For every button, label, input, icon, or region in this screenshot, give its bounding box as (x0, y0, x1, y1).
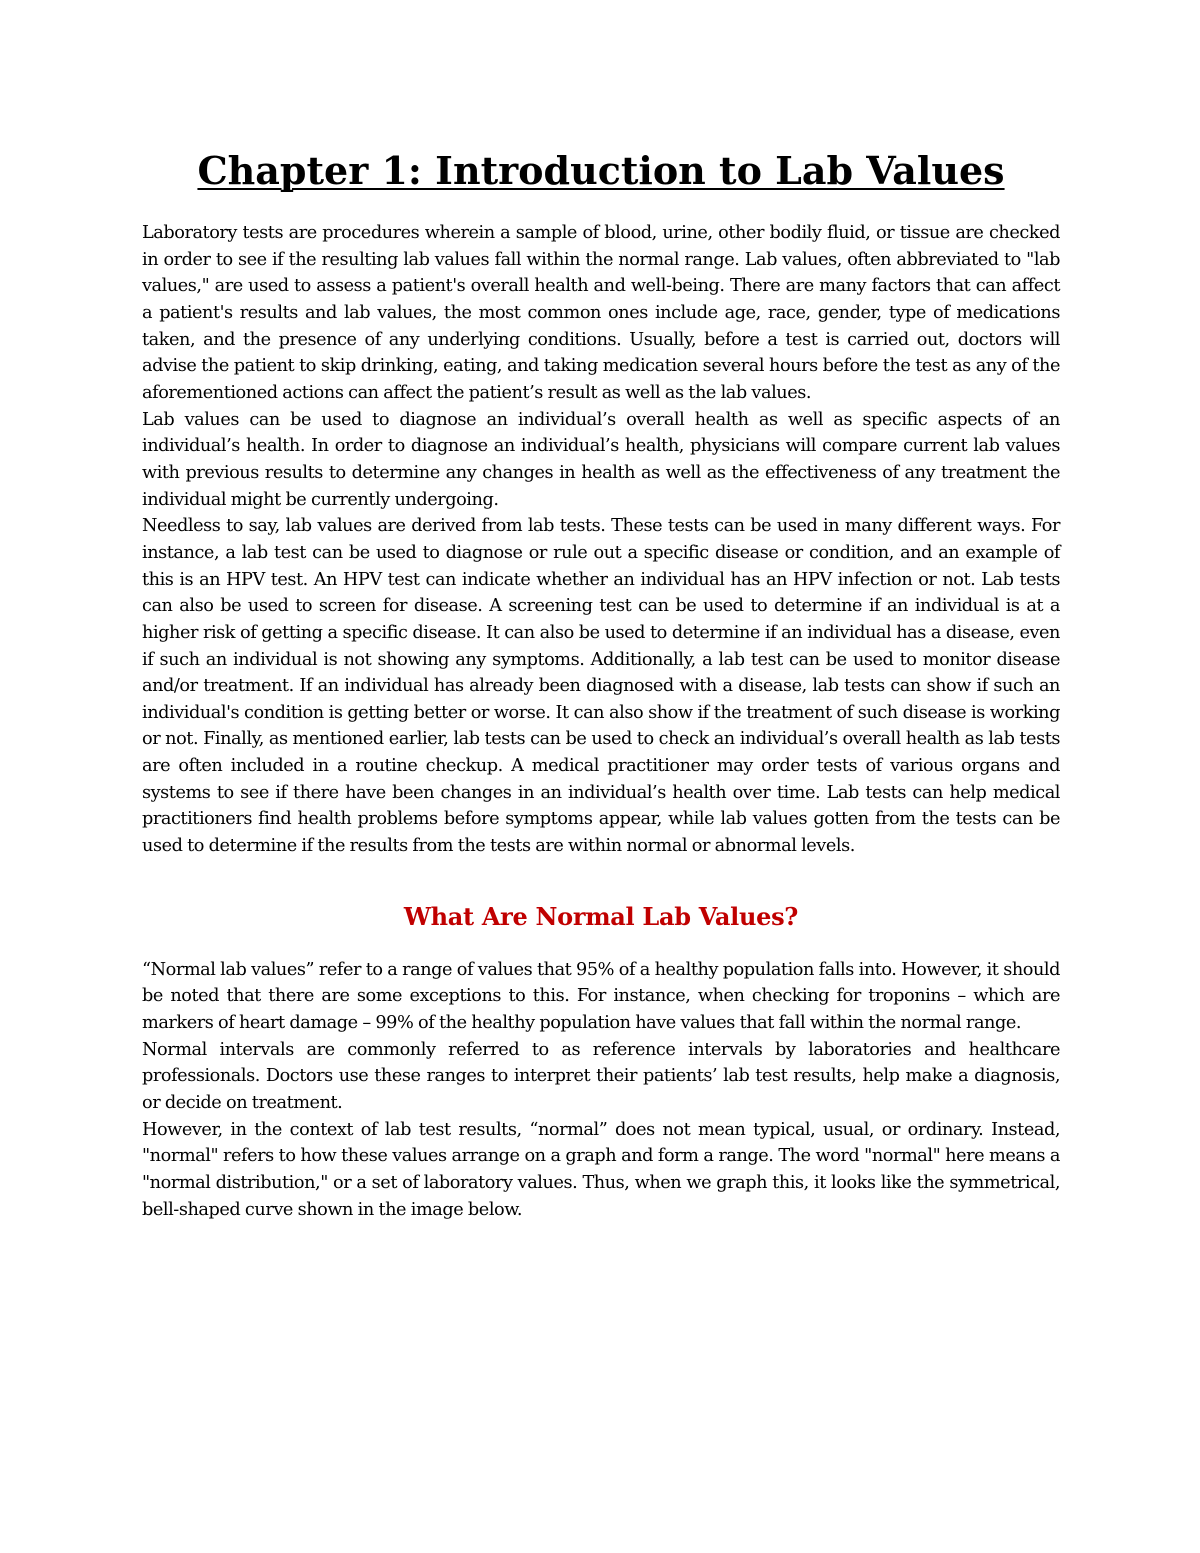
section-paragraph-2: Normal intervals are commonly referred to as reference intervals by laboratories and healthcare professionals. Doctors use these ranges to interpret their patients’ lab test results, help make a diagnosis, or decide on treatment. (142, 1039, 1060, 1114)
section-paragraph-1: “Normal lab values” refer to a range of values that 95% of a healthy population falls into. However, it should be noted that there are some exceptions to this. For instance, when checking for troponins – which are markers of heart damage – 99% of the healthy population have values that fall within the normal range. (142, 959, 1060, 1034)
intro-paragraph-3: Needless to say, lab values are derived from lab tests. These tests can be used in many different ways. For instance, a lab test can be used to diagnose or rule out a specific disease or condition, and an example of this is an HPV test. An HPV test can indicate whether an individual has an HPV infection or not. Lab tests can also be used to screen for disease. A screening test can be used to determine if an individual is at a higher risk of getting a specific disease. It can also be used to determine if an individual has a disease, even if such an individual is not showing any symptoms. Additionally, a lab test can be used to monitor disease and/or treatment. If an individual has already been diagnosed with a disease, lab tests can show if such an individual's condition is getting better or worse. It can also show if the treatment of such disease is working or not. Finally, as mentioned earlier, lab tests can be used to check an individual’s overall health as lab tests are often included in a routine checkup. A medical practitioner may order tests of various organs and systems to see if there have been changes in an individual’s health over time. Lab tests can help medical practitioners find health problems before symptoms appear, while lab values gotten from the tests can be used to determine if the results from the tests are within normal or abnormal levels. (142, 516, 1060, 857)
section-heading-normal-lab-values: What Are Normal Lab Values? (403, 901, 799, 931)
section-paragraph-3: However, in the context of lab test results, “normal” does not mean typical, usual, or ordinary. Instead, "normal" refers to how these values arrange on a graph and form a range. The word "normal" here means a "normal distribution," or a set of laboratory values. Thus, when we graph this, it looks like the symmetrical, bell-shaped curve shown in the image below. (142, 1119, 1060, 1220)
intro-paragraph-2: Lab values can be used to diagnose an individual’s overall health as well as specific aspects of an individual’s health. In order to diagnose an individual’s health, physicians will compare current lab values with previous results to determine any changes in health as well as the effectiveness of any treatment the individual might be currently undergoing. (142, 409, 1060, 510)
document-page (142, 142, 1060, 1223)
intro-paragraph-1: Laboratory tests are procedures wherein a sample of blood, urine, other bodily fluid, or tissue are checked in order to see if the resulting lab values fall within the normal range. Lab values, often abbreviated to "lab values," are used to assess a patient's overall health and well-being. There are many factors that can affect a patient's results and lab values, the most common ones include age, race, gender, type of medications taken, and the presence of any underlying conditions. Usually, before a test is carried out, doctors will advise the patient to skip drinking, eating, and taking medication several hours before the test as any of the aforementioned actions can affect the patient’s result as well as the lab values. (142, 223, 1060, 403)
chapter-title: Chapter 1: Introduction to Lab Values (197, 148, 1005, 193)
